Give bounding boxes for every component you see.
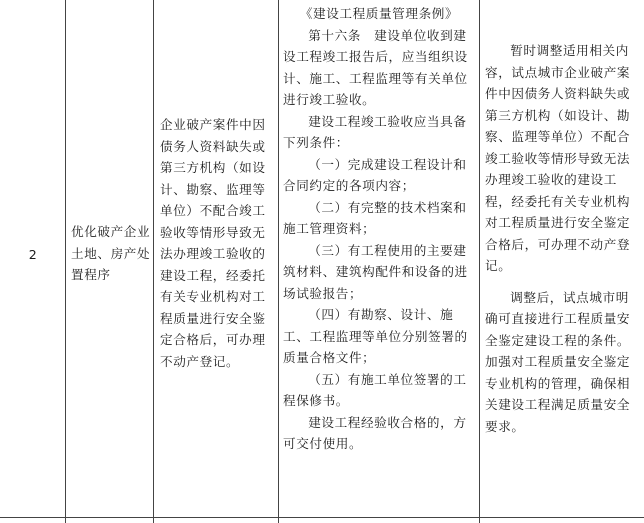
column-divider [278, 0, 279, 523]
adjustment-content [485, 40, 639, 437]
column-divider [479, 0, 480, 523]
basis-paragraph: （二）有完整的技术档案和施工管理资料； [283, 199, 467, 236]
row-bottom-border [0, 517, 644, 518]
basis-paragraph: 第十六条 建设单位收到建设工程竣工报告后，应当组织设计、施工、工程监理等有关单位进行竣工验收。 [283, 27, 468, 107]
column-divider [153, 0, 154, 523]
current-measure-text: 企业破产案件中因债务人资料缺失或第三方机构（如设计、勘察、监理等单位）不配合竣工验收等情形导致无法办理竣工验收的建设工程，经委托有关专业机构对工程质量进行安全鉴定合格后，可办理不动产登记。 [160, 117, 266, 369]
item-name: 优化破产企业土地、房产处置程序 [71, 224, 151, 282]
basis-paragraph: （四）有勘察、设计、施工、工程监理等单位分别签署的质量合格文件； [283, 307, 468, 365]
legal-basis [283, 3, 475, 455]
adjustment-paragraph: 暂时调整适用相关内容，试点城市企业破产案件中因债务人资料缺失或第三方机构（如设计、勘察、监理等单位）不配合竣工验收等情形导致无法办理竣工验收的建设工程，经委托有关专业机构对工程质量进行安全鉴定合格后，可办理不动产登记。 [485, 43, 631, 273]
basis-paragraph: 建设工程经验收合格的，方可交付使用。 [283, 414, 467, 451]
adjustment-paragraph: 调整后，试点城市明确可直接进行工程质量安全鉴定建设工程的条件。加强对工程质量安全鉴定专业机构的管理，确保相关建设工程满足质量安全要求。 [485, 289, 631, 434]
current-measure [160, 114, 272, 372]
basis-paragraph: （三）有工程使用的主要建筑材料、建筑构配件和设备的进场试验报告； [283, 242, 468, 301]
basis-paragraph: （五）有施工单位签署的工程保修书。 [283, 371, 467, 408]
row-number: 2 [28, 247, 38, 262]
basis-title: 《建设工程质量管理条例》 [299, 6, 459, 21]
basis-paragraph: （一）完成建设工程设计和合同约定的各项内容； [283, 156, 467, 193]
basis-paragraph: 建设工程竣工验收应当具备下列条件： [283, 113, 467, 150]
